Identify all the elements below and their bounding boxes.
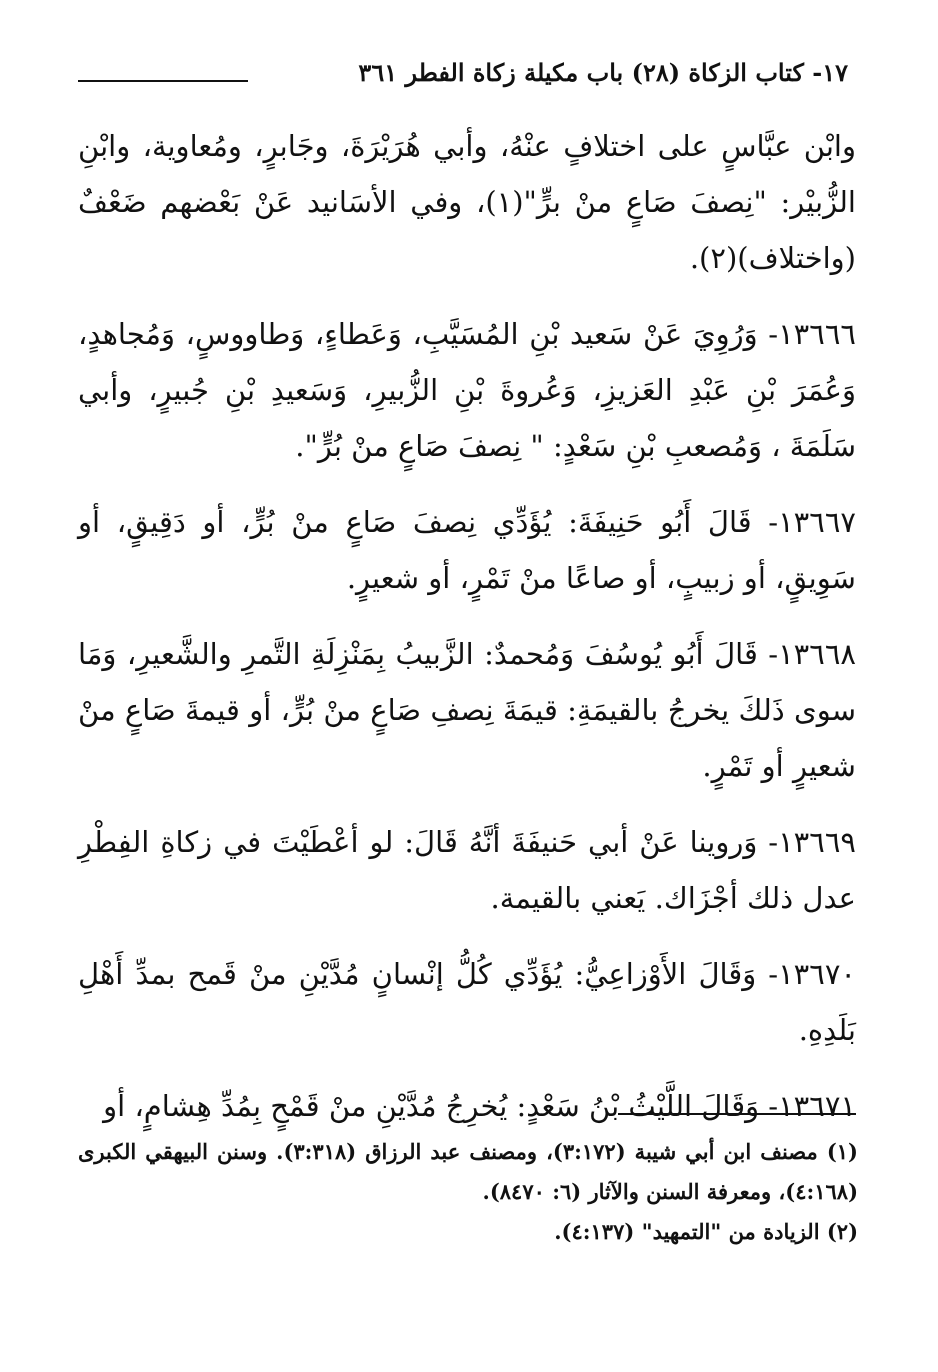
footnote-2: (٢) الزيادة من "التمهيد" (٤:١٣٧). bbox=[554, 1219, 858, 1244]
header-title: ١٧- كتاب الزكاة (٢٨) باب مكيلة زكاة الفطر ٣٦١ bbox=[358, 58, 848, 87]
paragraph-intro: وابْن عبَّاسٍ على اختلافٍ عنْهُ، وأبي هُرَيْرَةَ، وجَابرٍ، ومُعاوية، وابْنِ الزُّبيْر: "نِصفَ صَاعٍ منْ برٍّ"(١)، وفي الأسَانيد عَنْ بَعْضهم ضَعْفٌ (واختلاف)(٢). bbox=[78, 129, 856, 275]
footnotes bbox=[78, 1132, 858, 1252]
running-header bbox=[78, 58, 848, 94]
paragraph-13668: ١٣٦٦٨- قَالَ أَبُو يُوسُفَ وَمُحمدٌ: الزَّبيبُ بِمَنْزِلَةِ التَّمرِ والشَّعيرِ، وَمَا سوى ذَلكَ يخرجُ بالقيمَةِ: قيمَةَ نِصفِ صَاعٍ منْ بُرٍّ، أو قيمةَ صَاعٍ منْ شعيرٍ أو تَمْرٍ. bbox=[78, 637, 856, 783]
paragraph-13670: ١٣٦٧٠- وَقَالَ الأَوْزاعِيُّ: يُؤَدِّي كُلُّ إنْسانٍ مُدَّيْنِ منْ قَمح بمدِّ أَهْلِ بَلَدِهِ. bbox=[78, 957, 856, 1047]
footnote-separator bbox=[618, 1113, 856, 1115]
paragraph-13669: ١٣٦٦٩- وَروينا عَنْ أبي حَنيفَةَ أنَّهُ قَالَ: لو أعْطَيْتَ في زكاةِ الفِطْرِ عدل ذلك أجْزَاك. يَعني بالقيمة. bbox=[78, 825, 856, 915]
paragraph-13666: ١٣٦٦٦- وَرُوِيَ عَنْ سَعيد بْنِ المُسَيَّبِ، وَعَطاءٍ، وَطاووسٍ، وَمُجاهدٍ، وَعُمَرَ بْنِ عَبْدِ العَزيزِ، وَعُروةَ بْنِ الزُّبيرِ، وَسَعيدِ بْنِ جُبيرٍ، وأبي سَلَمَةَ ، وَمُصعبِ بْنِ سَعْدٍ: " نِصفَ صَاعٍ منْ بُرٍّ". bbox=[78, 317, 856, 463]
main-text bbox=[78, 118, 856, 1154]
paragraph-13667: ١٣٦٦٧- قَالَ أَبُو حَنِيفَةَ: يُؤَدِّي نِصفَ صَاعٍ منْ بُرٍّ، أو دَقِيقٍ، أو سَوِيقٍ، أو زبيبٍ، أو صاعًا منْ تَمْرٍ، أو شعيرٍ. bbox=[78, 505, 856, 595]
footnote-1: (١) مصنف ابن أبي شيبة (٣:١٧٢)، ومصنف عبد الرزاق (٣:٣١٨). وسنن البيهقي الكبرى (٤:١٦٨)، ومعرفة السنن والآثار (٦: ٨٤٧٠). bbox=[78, 1139, 858, 1204]
paragraph-13671: ١٣٦٧١- وَقَالَ اللَّيْثُ بْنُ سَعْدٍ: يُخرِجُ مُدَّيْنِ منْ قَمْحٍ بِمُدِّ هِشامٍ، أو bbox=[103, 1089, 856, 1123]
header-rule bbox=[78, 80, 248, 82]
